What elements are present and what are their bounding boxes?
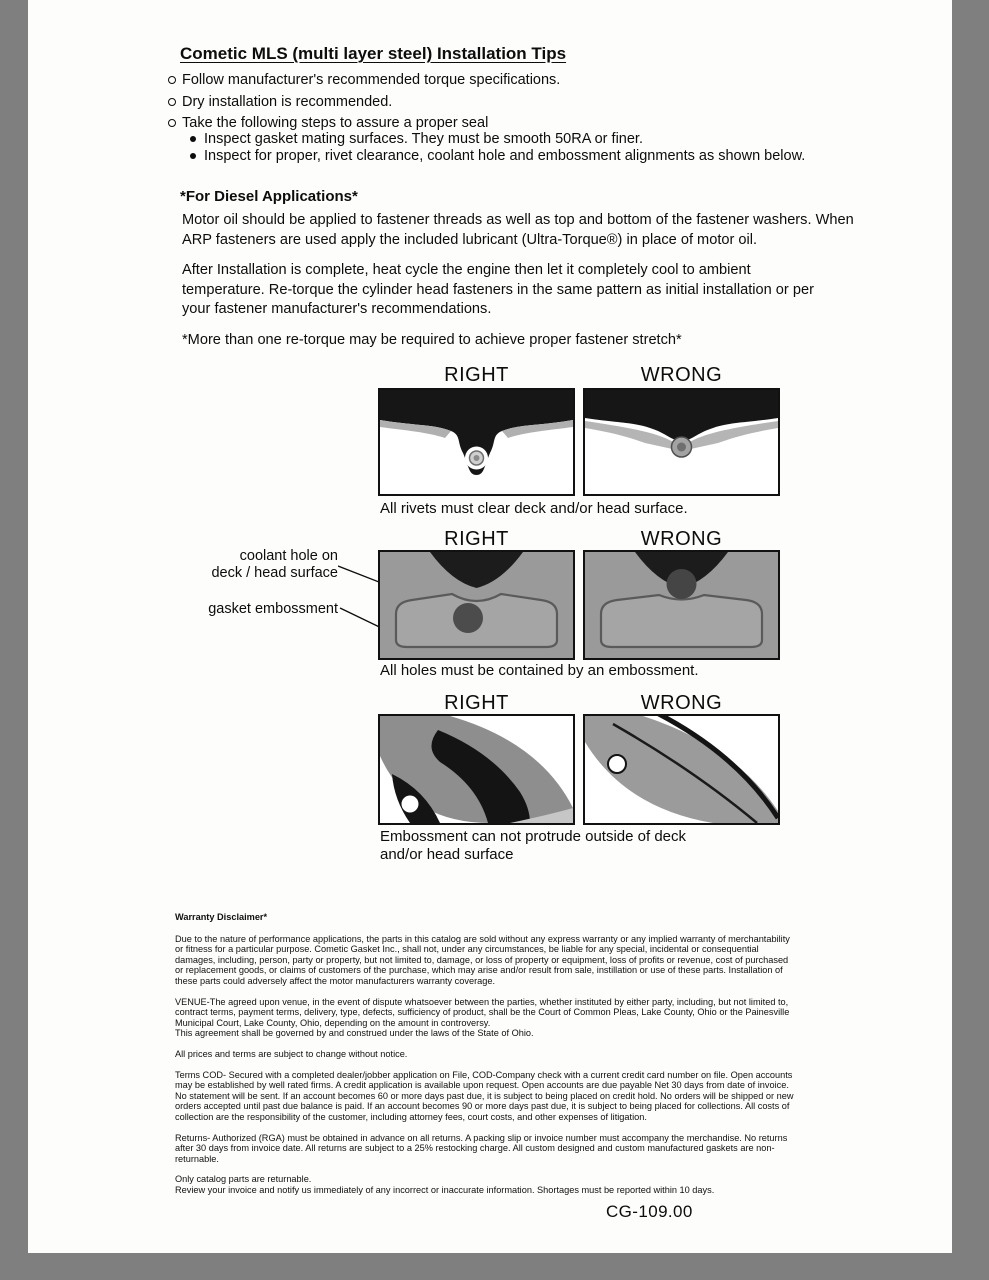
legal-paragraph: Terms COD- Secured with a completed dealer/jobber application on File, COD-Company check with a current credit card number on file. Open accounts may be established by well rated firms. A credit application is available upon request. Open accounts are due payable Net 30 days from date of invoice. No statement will be sent. If an account becomes 60 or more days past due, it is subject to being placed on credit hold. No orders will be shipped or new orders accepted until past due balance is paid. If an account becomes 90 or more days past due, it is subject to being placed for collections. All costs of collection are the responsibility of the customer, including attorney fees, court costs, and other expenses of litigation. (175, 1069, 794, 1122)
tip-text: Take the following steps to assure a proper seal (182, 115, 489, 131)
annotation-text: gasket embossment (208, 601, 338, 617)
figure3-wrong-label: WRONG (640, 692, 723, 714)
list-item (182, 72, 560, 88)
legal-paragraph: This agreement shall be governed by and construed under the laws of the State of Ohio. (175, 1028, 534, 1039)
document-page (28, 0, 952, 1253)
diesel-paragraph-2: After Installation is complete, heat cycle the engine then let it completely cool to ambient temperature. Re-torque the cylinder head fasteners in the same pattern as initial installation or per your fastener manufacturer's recommendations. (182, 262, 814, 317)
figure1-caption: All rivets must clear deck and/or head surface. (380, 500, 688, 517)
page-code: CG-109.00 (606, 1202, 693, 1221)
hollow-bullet-icon (168, 76, 176, 84)
tip-text: Inspect for proper, rivet clearance, coolant hole and embossment alignments as shown below. (204, 148, 806, 164)
figure3-right-box (378, 714, 575, 825)
figure2-caption: All holes must be contained by an embossment. (380, 662, 699, 679)
legal-paragraph: VENUE-The agreed upon venue, in the event of dispute whatsoever between the parties, whether instituted by either party, including, but not limited to, contract terms, payment terms, delivery, type, defects, sufficiency of product, shall be the Court of Common Pleas, Lake County, Ohio or the Painesville Municipal Court, Lake County, Ohio, depending on the amount in controversy. (175, 996, 790, 1028)
tip-text: Follow manufacturer's recommended torque specifications. (182, 72, 561, 88)
legal-paragraph: Only catalog parts are returnable. (175, 1174, 312, 1185)
coolant-hole-annotation (168, 548, 338, 582)
list-item (182, 115, 488, 131)
annotation-text: coolant hole on (239, 548, 338, 564)
legal-paragraph: All prices and terms are subject to change without notice. (175, 1048, 408, 1059)
figure2-right-box (378, 550, 575, 660)
sub-list-item (204, 148, 805, 164)
list-item (182, 94, 392, 110)
diesel-paragraph-1: Motor oil should be applied to fastener threads as well as top and bottom of the fastener washers. When ARP fasteners are used apply the included lubricant (Ultra-Torque®) in place of motor oil. (182, 212, 854, 248)
rivet-clearance-right-diagram (380, 390, 573, 494)
solid-bullet-icon (190, 136, 196, 142)
figure2-wrong-label: WRONG (640, 528, 723, 550)
diesel-heading: *For Diesel Applications* (180, 188, 358, 205)
tip-text: Dry installation is recommended. (182, 94, 393, 110)
legal-paragraph: Due to the nature of performance applications, the parts in this catalog are sold without any express warranty or any implied warranty of merchantability or fitness for a particular purpose. Cometic Gasket Inc., shall not, under any circumstances, be liable for any special, incidental or consequential damages, including, person, party or property, but not limited to, damage, or loss of property or equipment, loss of profits or revenue, cost of purchased or replacement goods, or claims of customers of the purchase, which may arise and/or result from sale, instillation or use of these parts. Installation of these parts could adversely affect the motor manufacturers warranty coverage. (175, 933, 790, 986)
figure3-right-label: RIGHT (444, 692, 509, 714)
embossment-containment-wrong-diagram (585, 552, 778, 658)
sub-list-item (204, 131, 643, 147)
figure1-wrong-label: WRONG (640, 364, 723, 386)
figure2-wrong-box (583, 550, 780, 660)
figure1-right-label: RIGHT (444, 364, 509, 386)
hollow-bullet-icon (168, 98, 176, 106)
figure2-right-label: RIGHT (444, 528, 509, 550)
retorque-note: *More than one re-torque may be required to achieve proper fastener stretch* (182, 332, 682, 348)
annotation-text: deck / head surface (211, 565, 338, 581)
rivet-clearance-wrong-diagram (585, 390, 778, 494)
legal-paragraph: Review your invoice and notify us immediately of any incorrect or inaccurate information. Shortages must be reported within 10 days. (175, 1184, 715, 1195)
figure3-wrong-box (583, 714, 780, 825)
tip-text: Inspect gasket mating surfaces. They must be smooth 50RA or finer. (204, 131, 643, 147)
embossment-protrusion-wrong-diagram (585, 716, 778, 823)
figure3-caption: Embossment can not protrude outside of deck and/or head surface (380, 828, 687, 863)
embossment-containment-right-diagram (380, 552, 573, 658)
hollow-bullet-icon (168, 119, 176, 127)
solid-bullet-icon (190, 153, 196, 159)
figure1-wrong-box (583, 388, 780, 496)
figure1-right-box (378, 388, 575, 496)
warranty-disclaimer-heading: Warranty Disclaimer* (175, 912, 268, 922)
legal-paragraph: Returns- Authorized (RGA) must be obtained in advance on all returns. A packing slip or invoice number must accompany the merchandise. No returns after 30 days from invoice date. All returns are subject to a 25% restocking charge. All custom designed and custom manufactured gaskets are non-returnable. (175, 1132, 788, 1164)
page-title: Cometic MLS (multi layer steel) Installation Tips (180, 44, 567, 63)
gasket-embossment-annotation (168, 601, 338, 618)
legal-section (175, 912, 797, 1205)
embossment-protrusion-right-diagram (380, 716, 573, 823)
